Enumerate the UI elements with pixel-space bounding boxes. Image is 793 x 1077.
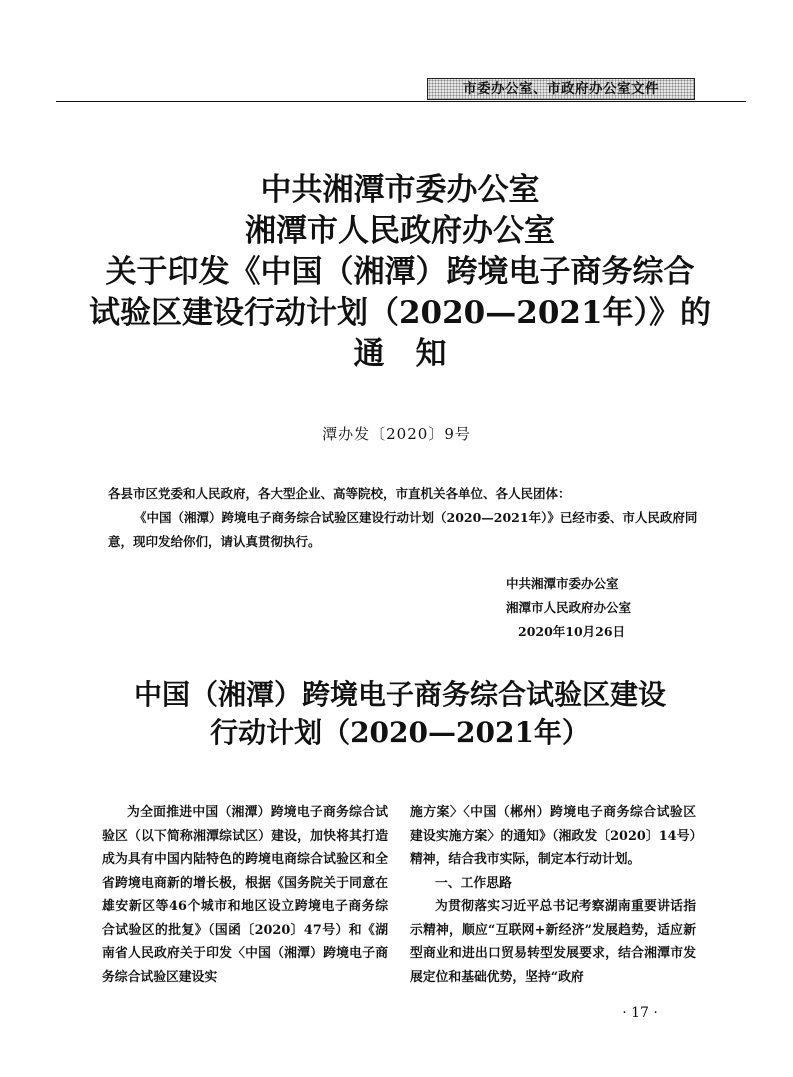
document-number: 潭办发〔2020〕9号 bbox=[322, 425, 471, 443]
notice-title-line: 通 知 bbox=[353, 336, 447, 372]
section-heading: 一、工作思路 bbox=[435, 875, 512, 891]
page-number: · 17 · bbox=[622, 1005, 658, 1021]
notice-body: 《中国（湘潭）跨境电子商务综合试验区建设行动计划（2020—2021年）》已经市委、市人民政府同意，现印发给你们，请认真贯彻执行。 bbox=[108, 510, 698, 549]
body-paragraph: 施方案〉〈中国（郴州）跨境电子商务综合试验区建设实施方案〉的通知》（湘政发〔2020〕14号）精神，结合我市实际，制定本行动计划。 bbox=[410, 805, 696, 867]
left-column bbox=[102, 801, 388, 989]
header-rule bbox=[56, 101, 746, 102]
plan-title bbox=[60, 676, 740, 752]
signature-org-2: 湘潭市人民政府办公室 bbox=[506, 600, 632, 615]
notice-recipients: 各县市区党委和人民政府，各大型企业、高等院校，市直机关各单位、各人民团体： bbox=[108, 486, 571, 501]
notice-title-line: 湘潭市人民政府办公室 bbox=[245, 213, 555, 249]
signature-block bbox=[506, 572, 706, 644]
right-column bbox=[410, 801, 696, 989]
running-header: 市委办公室、市政府办公室文件 bbox=[427, 78, 695, 100]
body-paragraph: 为全面推进中国（湘潭）跨境电子商务综合试验区（以下简称湘潭综试区）建设，加快将其打造成为具有中国内陆特色的跨境电商综合试验区和全省跨境电商新的增长极，根据《国务院关于同意在雄安新区等46个城市和地区设立跨境电子商务综合试验区的批复》（国函〔2020〕47号）和《湖南省人民政府关于印发〈中国（湘潭）跨境电子商务综合试验区建设实 bbox=[102, 805, 388, 985]
signature-date: 2020年10月26日 bbox=[518, 624, 626, 639]
notice-title-line: 试验区建设行动计划（2020—2021年）》的 bbox=[88, 295, 712, 331]
signature-org-1: 中共湘潭市委办公室 bbox=[506, 576, 619, 591]
notice-title bbox=[60, 170, 740, 375]
plan-title-line: 中国（湘潭）跨境电子商务综合试验区建设 bbox=[133, 678, 666, 711]
notice-title-line: 关于印发《中国（湘潭）跨境电子商务综合 bbox=[105, 254, 695, 290]
body-paragraph: 为贯彻落实习近平总书记考察湖南重要讲话指示精神，顺应“互联网+新经济”发展趋势，适应新型商业和进出口贸易转型发展要求，结合湘潭市发展定位和基础优势，坚持“政府 bbox=[410, 899, 696, 985]
plan-title-line: 行动计划（2020—2021年） bbox=[210, 716, 590, 749]
notice-title-line: 中共湘潭市委办公室 bbox=[260, 172, 540, 208]
